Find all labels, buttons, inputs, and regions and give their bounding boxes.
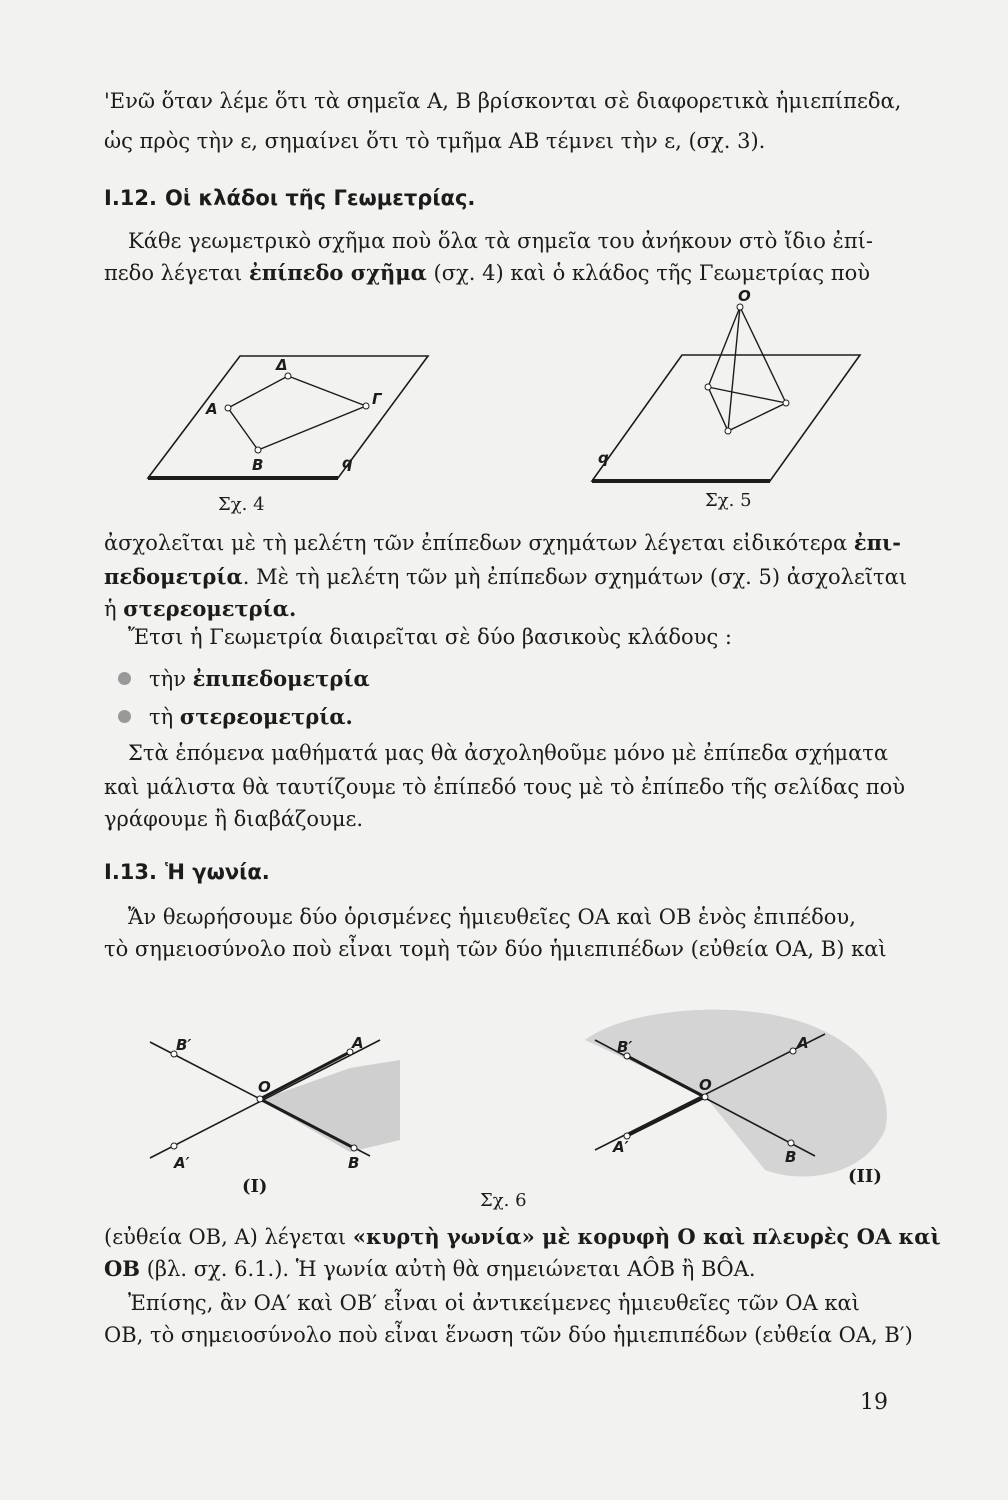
term-solid-geometry: στερεομετρία. <box>179 704 353 729</box>
list-item <box>118 664 370 694</box>
term-side-ob: ΟΒ <box>104 1256 141 1281</box>
label-bprime: Β′ <box>176 1036 192 1054</box>
label-beta: Β <box>252 456 264 474</box>
figure-6-caption: Σχ. 6 <box>480 1190 527 1211</box>
term-planar-figure: ἐπίπεδο σχῆμα <box>248 260 427 285</box>
plane-parallelogram <box>592 355 860 481</box>
paragraph-line <box>104 594 904 624</box>
term-plane-geometry: ἐπιπεδομετρία <box>192 666 370 691</box>
text-run: τὴν <box>149 667 193 691</box>
text-run: . Μὲ τὴ μελέτη τῶν μὴ ἐπίπεδων σχημάτων (σχ. 5) ἀσχολεῖται <box>242 565 908 589</box>
paragraph-line: γράφουμε ἢ διαβάζουμε. <box>104 807 364 831</box>
label-o: Ο <box>699 1076 712 1094</box>
label-aprime: Α′ <box>174 1154 190 1172</box>
label-aprime: Α′ <box>613 1138 629 1156</box>
label-plane-q: q <box>598 449 609 467</box>
paragraph-line: 'Ενῶ ὅταν λέμε ὅτι τὰ σημεῖα Α, Β βρίσκονται σὲ διαφορετικὰ ἡμιεπίπεδα, <box>104 89 902 113</box>
vertex-point <box>788 1140 794 1146</box>
term-convex-angle: «κυρτὴ γωνία» μὲ κορυφὴ Ο καὶ πλευρὲς ΟΑ καὶ <box>352 1224 941 1249</box>
label-b: Β <box>785 1148 797 1166</box>
figure-5-caption: Σχ. 5 <box>705 490 752 511</box>
vertex-point <box>351 1145 357 1151</box>
paragraph-line: Κάθε γεωμετρικὸ σχῆμα ποὺ ὅλα τὰ σημεῖα του ἀνήκουν στὸ ἴδιο ἐπί- <box>128 229 873 253</box>
vertex-point <box>363 403 369 409</box>
paragraph-line <box>104 258 904 288</box>
paragraph-line: ὡς πρὸς τὴν ε, σημαίνει ὅτι τὸ τμῆμα ΑΒ τέμνει τὴν ε, (σχ. 3). <box>104 129 766 153</box>
paragraph-line: ΟΒ, τὸ σημειοσύνολο ποὺ εἶναι ἕνωση τῶν δύο ἡμιεπιπέδων (εὐθεία ΟΑ, Β′) <box>104 1323 913 1347</box>
term-plane-geometry: πεδομετρία <box>104 564 243 589</box>
bullet-icon <box>118 710 131 723</box>
angle-region <box>260 1060 400 1152</box>
label-bprime: Β′ <box>617 1038 633 1056</box>
paragraph-line <box>104 528 904 558</box>
vertex-point <box>257 1096 263 1102</box>
vertex-point <box>783 400 789 406</box>
angle-region <box>585 1010 887 1177</box>
section-title: Οἱ κλάδοι τῆς Γεωμετρίας. <box>165 186 476 210</box>
text-run: ἀσχολεῖται μὲ τὴ μελέτη τῶν ἐπίπεδων σχημάτων λέγεται εἰδικότερα <box>104 531 854 555</box>
section-number: I.13. <box>104 860 157 884</box>
section-title: Ἡ γωνία. <box>165 860 270 884</box>
paragraph-line: καὶ μάλιστα θὰ ταυτίζουμε τὸ ἐπίπεδό τους μὲ τὸ ἐπίπεδο τῆς σελίδας ποὺ <box>104 775 905 799</box>
figure-6-right-tag: (II) <box>848 1166 882 1187</box>
vertex-point <box>702 1094 708 1100</box>
paragraph-line <box>104 1254 904 1284</box>
figure-5-pyramid <box>570 285 870 495</box>
paragraph-line: τὸ σημειοσύνολο ποὺ εἶναι τομὴ τῶν δύο ἡμιεπιπέδων (εὐθεία ΟΑ, Β) καὶ <box>104 937 887 961</box>
paragraph-line: Ἐπίσης, ἂν ΟΑ′ καὶ ΟΒ′ εἶναι οἱ ἀντικείμενες ἡμιευθεῖες τῶν ΟΑ καὶ <box>128 1291 860 1315</box>
vertex-point <box>171 1143 177 1149</box>
vertex-point <box>705 384 711 390</box>
figure-4-planar-quadrilateral <box>130 300 440 495</box>
label-delta: Δ <box>276 356 288 374</box>
paragraph-line <box>104 562 908 592</box>
label-alpha: Α <box>206 400 218 418</box>
label-gamma: Γ <box>372 390 382 408</box>
text-run: τὴ <box>149 705 180 729</box>
term-plane-geometry-part: ἐπι- <box>853 530 901 555</box>
figure-6-left-convex-angle <box>130 1030 410 1190</box>
paragraph-line: Ἔτσι ἡ Γεωμετρία διαιρεῖται σὲ δύο βασικοὺς κλάδους : <box>128 625 732 649</box>
label-plane-q: q <box>342 454 353 472</box>
vertex-point <box>255 447 261 453</box>
pyramid-edge <box>728 307 740 431</box>
page-number: 19 <box>860 1390 888 1415</box>
quadrilateral <box>228 376 366 450</box>
section-heading-1-13 <box>104 860 270 884</box>
label-o: Ο <box>258 1078 271 1096</box>
paragraph-line: Στὰ ἑπόμενα μαθήματά μας θὰ ἀσχοληθοῦμε μόνο μὲ ἐπίπεδα σχήματα <box>128 741 889 765</box>
figure-6-left-tag: (I) <box>242 1176 268 1197</box>
label-apex-o: Ο <box>738 287 751 305</box>
term-solid-geometry: στερεομετρία. <box>123 596 297 621</box>
text-run: (βλ. σχ. 6.1.). Ἡ γωνία αὐτὴ θὰ σημειώνεται ΑÔΒ ἢ ΒÔΑ. <box>140 1257 756 1281</box>
label-a: Α <box>797 1034 809 1052</box>
label-b: Β <box>348 1154 360 1172</box>
figure-4-caption: Σχ. 4 <box>218 494 265 515</box>
figure-6-right-concave-angle <box>565 1000 895 1190</box>
section-heading-1-12 <box>104 186 475 210</box>
text-run: (εὐθεία ΟΒ, Α) λέγεται <box>104 1225 353 1249</box>
pyramid-edge <box>708 307 740 387</box>
list-item <box>118 702 353 732</box>
bullet-icon <box>118 672 131 685</box>
section-number: I.12. <box>104 186 157 210</box>
vertex-point <box>790 1048 796 1054</box>
text-run: ἡ <box>104 597 124 621</box>
vertex-point <box>225 405 231 411</box>
label-a: Α <box>352 1034 364 1052</box>
vertex-point <box>725 428 731 434</box>
ray-oaprime <box>627 1097 705 1136</box>
paragraph-line <box>104 1222 941 1252</box>
text-run: πεδο λέγεται <box>104 261 249 285</box>
text-run: (σχ. 4) καὶ ὁ κλάδος τῆς Γεωμετρίας ποὺ <box>426 261 870 285</box>
pyramid-base <box>708 387 786 431</box>
paragraph-line: Ἄν θεωρήσουμε δύο ὁρισμένες ἡμιευθεῖες ΟΑ καὶ ΟΒ ἑνὸς ἐπιπέδου, <box>128 905 856 929</box>
